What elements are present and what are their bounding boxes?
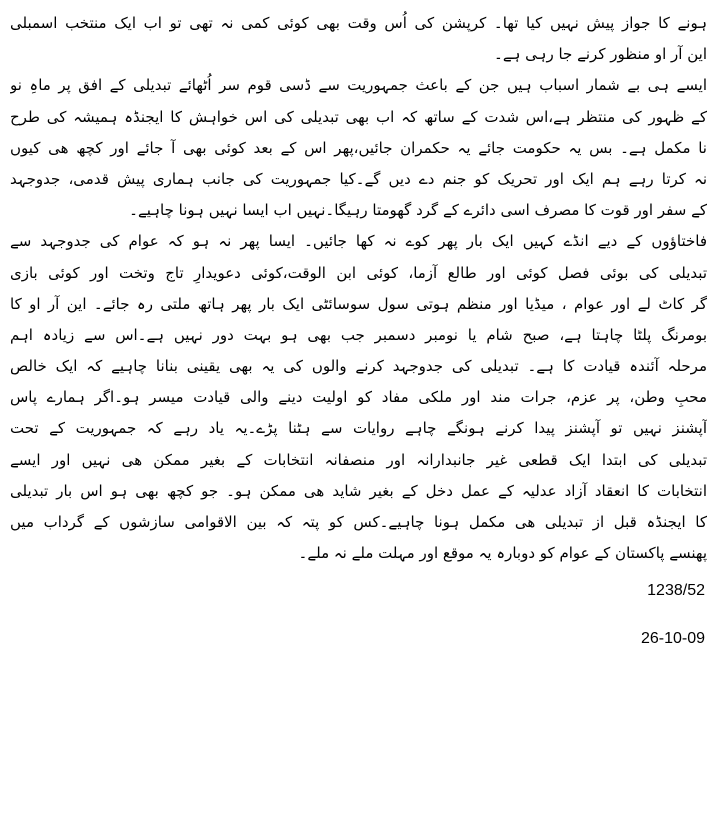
article-body <box>10 8 707 569</box>
text-line: آپشنز نہیں تو آپشنز پیدا کرنے ہونگے چاہے روایات سے ہٹنا پڑے۔یہ یاد رہے کہ جمہوریت کے تحت <box>10 419 707 438</box>
text-line: گر کاٹ لے اور عوام ، میڈیا اور منظم ہوتی سول سوسائٹی ایک بار پھر ہاتھ ملتی رہ جائے۔ این آر او کا <box>10 294 707 313</box>
text-line: نا مکمل ہے۔ بس یہ حکومت جائے یہ حکمران جائیں،پھر اس کے بعد کوئی بھی آ جائے اور کچھ ھی کیوں <box>10 138 707 157</box>
text-line: ایسے ہی بے شمار اسباب ہیں جن کے باعث جمہوریت سے ڈسی قوم سر اُٹھائے تبدیلی کے افق پر ماہِ نو <box>10 76 707 95</box>
text-line: کے سفر اور قوت کا مصرف اسی دائرے کے گرد گھومتا رہیگا۔نہیں اب ایسا نہیں ہونا چاہیے۔ <box>129 201 707 220</box>
text-line: نہ کرتا رہے ہم ایک اور تحریک کو جنم دے دیں گے۔کیا جمہوریت کی جانب ہماری پیش قدمی، جدوجہد <box>10 169 707 188</box>
paragraph-2 <box>10 70 707 226</box>
text-line: تبدیلی کی ابتدا ایک قطعی غیر جانبدارانہ اور منصفانہ انتخابات کے بغیر ممکن ھی نہیں اور ایسے <box>10 450 707 469</box>
text-line: ہونے کا جواز پیش نہیں کیا تھا۔ کرپشن کی اُس وقت بھی کوئی کمی نہ تھی تو اب ایک منتخب اسمبلی <box>10 14 707 32</box>
paragraph-3 <box>10 226 707 569</box>
text-line: این آر او منظور کرنے جا رہی ہے۔ <box>494 45 707 64</box>
text-line: کا ایجنڈہ قبل از تبدیلی ھی مکمل ہونا چاہیے۔کس کو پتہ کہ بین الاقوامی سازشوں کے گرداب میں <box>10 513 707 531</box>
text-line: کے ظہور کی منتظر ہے،اس شدت کے ساتھ کہ اب بھی تبدیلی کی اس خواہش کا ایجنڈہ ہمیشہ کی طرح <box>10 107 707 126</box>
text-line: فاختاؤوں کے دیے انڈے کہیں ایک بار پھر کوے نہ کھا جائیں۔ ایسا پھر نہ ہو کہ عوام کی جدوجہد سے <box>10 232 707 251</box>
text-line: محبِ وطن، پر عزم، جرات مند اور ملکی مفاد کو اولیت دینے والی قیادت میسر ہو۔اگر ہمارے پاس <box>10 388 707 407</box>
text-line: مرحلہ آئندہ قیادت کا ہے۔ تبدیلی کی جدوجہد کرنے والوں کی یہ بھی یقینی بنانا چاہیے کہ ایک خالص <box>10 357 707 376</box>
text-line: انتخابات کا انعقاد آزاد عدلیہ کے عمل دخل کے بغیر شاید ھی ممکن ہو۔ جو کچھ بھی ہو اس بار تبدیلی <box>10 481 707 500</box>
text-line: تبدیلی کی بوئی فصل کوئی اور طالع آزما، کوئی ابن الوقت،کوئی دعویدارِ تاج وتخت اور کوئی بازی <box>10 263 707 282</box>
text-line: پھنسے پاکستان کے عوام کو دوبارہ یہ موقع اور مہلت ملے نہ ملے۔ <box>298 544 707 563</box>
paragraph-1 <box>10 8 707 70</box>
reference-number: 1238/52 <box>647 582 705 600</box>
article-date: 26-10-09 <box>640 630 705 648</box>
text-line: بومرنگ پلٹا چاہتا ہے، صبح شام یا نومبر دسمبر جب بھی ہو بہت دور نہیں ہے۔اس سے زیادہ اہم <box>10 325 707 344</box>
